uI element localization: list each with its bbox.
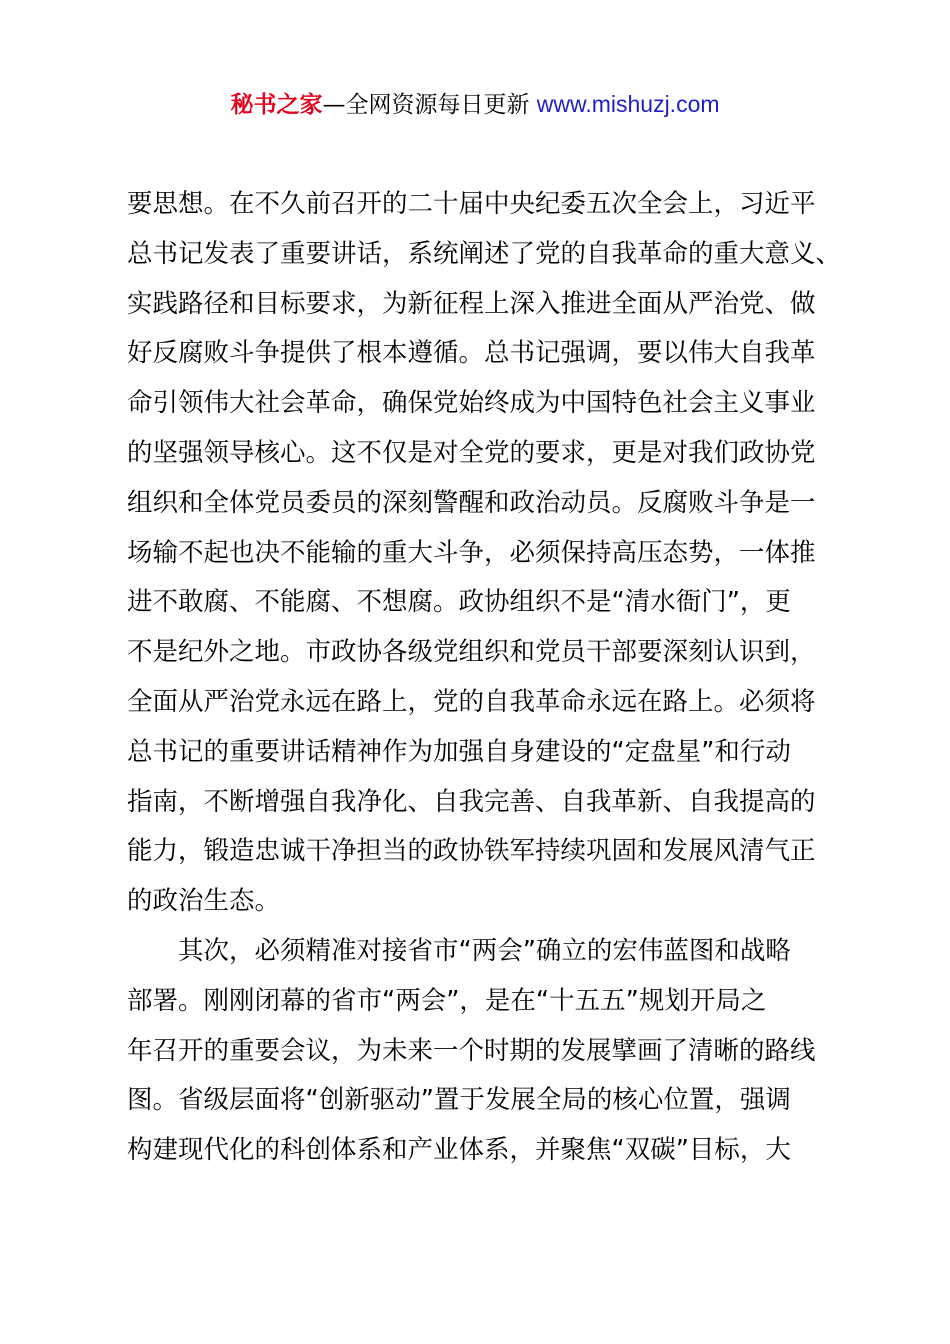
text-line: 要思想。在不久前召开的二十届中央纪委五次全会上，习近平 bbox=[127, 189, 816, 219]
text-line: 部署。刚刚闭幕的省市“两会”，是在“十五五”规划开局之 bbox=[127, 985, 767, 1016]
header-tagline: —全网资源每日更新 bbox=[322, 92, 530, 118]
text-line: 的政治生态。 bbox=[127, 886, 281, 917]
text-line: 好反腐败斗争提供了根本遵循。总书记强调，要以伟大自我革 bbox=[127, 338, 816, 369]
brand-name: 秘书之家 bbox=[230, 92, 323, 118]
text-line: 不是纪外之地。市政协各级党组织和党员干部要深刻认识到， bbox=[127, 637, 816, 668]
text-line: 进不敢腐、不能腐、不想腐。政协组织不是“清水衙门”，更 bbox=[127, 587, 791, 618]
page-header bbox=[0, 88, 950, 121]
text-line: 图。省级层面将“创新驱动”置于发展全局的核心位置，强调 bbox=[127, 1085, 791, 1116]
text-line: 组织和全体党员委员的深刻警醒和政治动员。反腐败斗争是一 bbox=[127, 487, 816, 518]
text-line: 其次，必须精准对接省市“两会”确立的宏伟蓝图和战略 bbox=[127, 935, 791, 966]
text-line: 命引领伟大社会革命，确保党始终成为中国特色社会主义事业 bbox=[127, 388, 816, 419]
text-line: 总书记发表了重要讲话，系统阐述了党的自我革命的重大意义、 bbox=[127, 238, 842, 269]
text-line: 构建现代化的科创体系和产业体系，并聚焦“双碳”目标，大 bbox=[127, 1135, 791, 1166]
text-line: 全面从严治党永远在路上，党的自我革命永远在路上。必须将 bbox=[127, 686, 816, 717]
text-line: 总书记的重要讲话精神作为加强自身建设的“定盘星”和行动 bbox=[127, 736, 791, 767]
text-line: 场输不起也决不能输的重大斗争，必须保持高压态势，一体推 bbox=[127, 537, 816, 568]
text-line: 年召开的重要会议，为未来一个时期的发展擘画了清晰的路线 bbox=[127, 1035, 816, 1066]
document-body bbox=[127, 180, 842, 1176]
site-url-link[interactable]: www.mishuzj.com bbox=[536, 91, 720, 117]
text-line: 能力，锻造忠诚干净担当的政协铁军持续巩固和发展风清气正 bbox=[127, 836, 816, 867]
text-line: 的坚强领导核心。这不仅是对全党的要求，更是对我们政协党 bbox=[127, 437, 816, 468]
text-line: 指南，不断增强自我净化、自我完善、自我革新、自我提高的 bbox=[127, 786, 816, 817]
text-line: 实践路径和目标要求，为新征程上深入推进全面从严治党、做 bbox=[127, 288, 816, 319]
